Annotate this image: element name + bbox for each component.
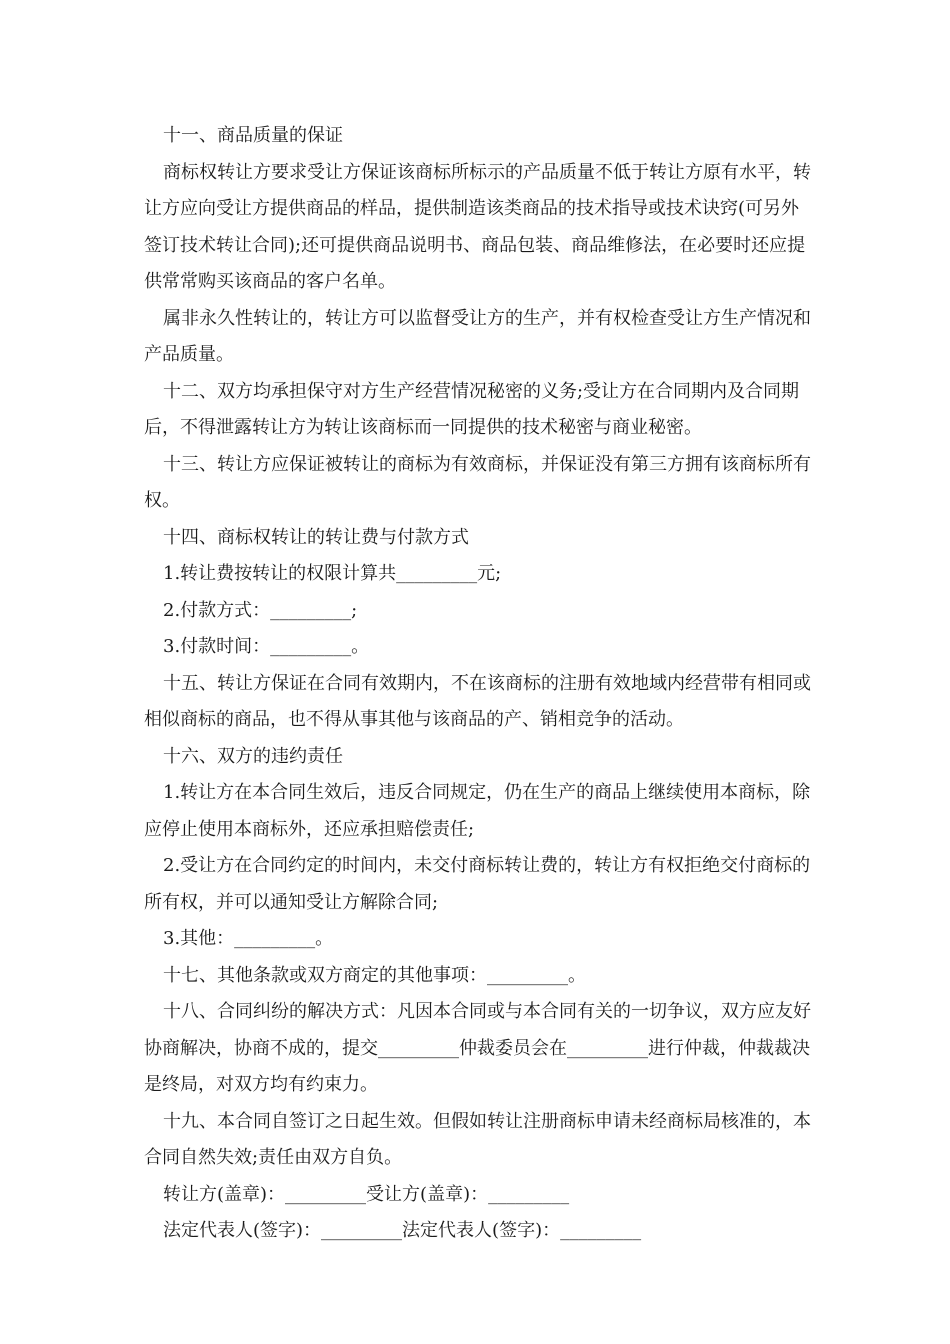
section-16-item-1: 1.转让方在本合同生效后，违反合同规定，仍在生产的商品上继续使用本商标，除应停止使用本商标外，还应承担赔偿责任;	[144, 782, 811, 840]
document-page	[144, 118, 814, 1250]
section-18-dispute-resolution: 十八、合同纠纷的解决方式：凡因本合同或与本合同有关的一切争议，双方应友好协商解决，协商不成的，提交_________仲裁委员会在_________进行仲裁，仲裁裁决是终局，对双方均有约束力。	[144, 1001, 811, 1095]
section-14-item-1: 1.转让费按转让的权限计算共_________元;	[163, 563, 502, 584]
section-14-heading: 十四、商标权转让的转让费与付款方式	[163, 526, 469, 548]
section-16-item-2: 2.受让方在合同约定的时间内，未交付商标转让费的，转让方有权拒绝交付商标的所有权，并可以通知受让方解除合同;	[144, 855, 811, 913]
signature-representative-line: 法定代表人(签字)：_________法定代表人(签字)：_________	[163, 1220, 642, 1241]
section-16-item-3: 3.其他：_________。	[163, 928, 334, 949]
section-13-valid-trademark: 十三、转让方应保证被转让的商标为有效商标，并保证没有第三方拥有该商标所有权。	[144, 453, 811, 511]
section-11-supervision-paragraph: 属非永久性转让的，转让方可以监督受让方的生产，并有权检查受让方生产情况和产品质量。	[144, 307, 811, 365]
section-14-item-3: 3.付款时间：_________。	[163, 636, 370, 657]
section-11-quality-paragraph: 商标权转让方要求受让方保证该商标所标示的产品质量不低于转让方原有水平，转让方应向受让方提供商品的样品，提供制造该类商品的技术指导或技术诀窍(可另外签订技术转让合同);还可提供商品说明书、商品包装、商品维修法，在必要时还应提供常常购买该商品的客户名单。	[144, 161, 811, 292]
section-12-confidentiality: 十二、双方均承担保守对方生产经营情况秘密的义务;受让方在合同期内及合同期后，不得泄露转让方为转让该商标而一同提供的技术秘密与商业秘密。	[144, 380, 800, 438]
section-16-heading: 十六、双方的违约责任	[163, 745, 343, 767]
section-14-item-2: 2.付款方式：_________;	[163, 599, 358, 621]
signature-seal-line: 转让方(盖章)：_________受让方(盖章)：_________	[163, 1183, 570, 1205]
section-11-heading: 十一、商品质量的保证	[163, 125, 343, 146]
section-17-other-terms: 十七、其他条款或双方商定的其他事项：_________。	[163, 964, 586, 986]
section-15-non-compete: 十五、转让方保证在合同有效期内，不在该商标的注册有效地域内经营带有相同或相似商标的商品，也不得从事其他与该商品的产、销相竞争的活动。	[144, 672, 811, 730]
section-19-effectiveness: 十九、本合同自签订之日起生效。但假如转让注册商标申请未经商标局核准的，本合同自然失效;责任由双方自负。	[144, 1110, 811, 1168]
